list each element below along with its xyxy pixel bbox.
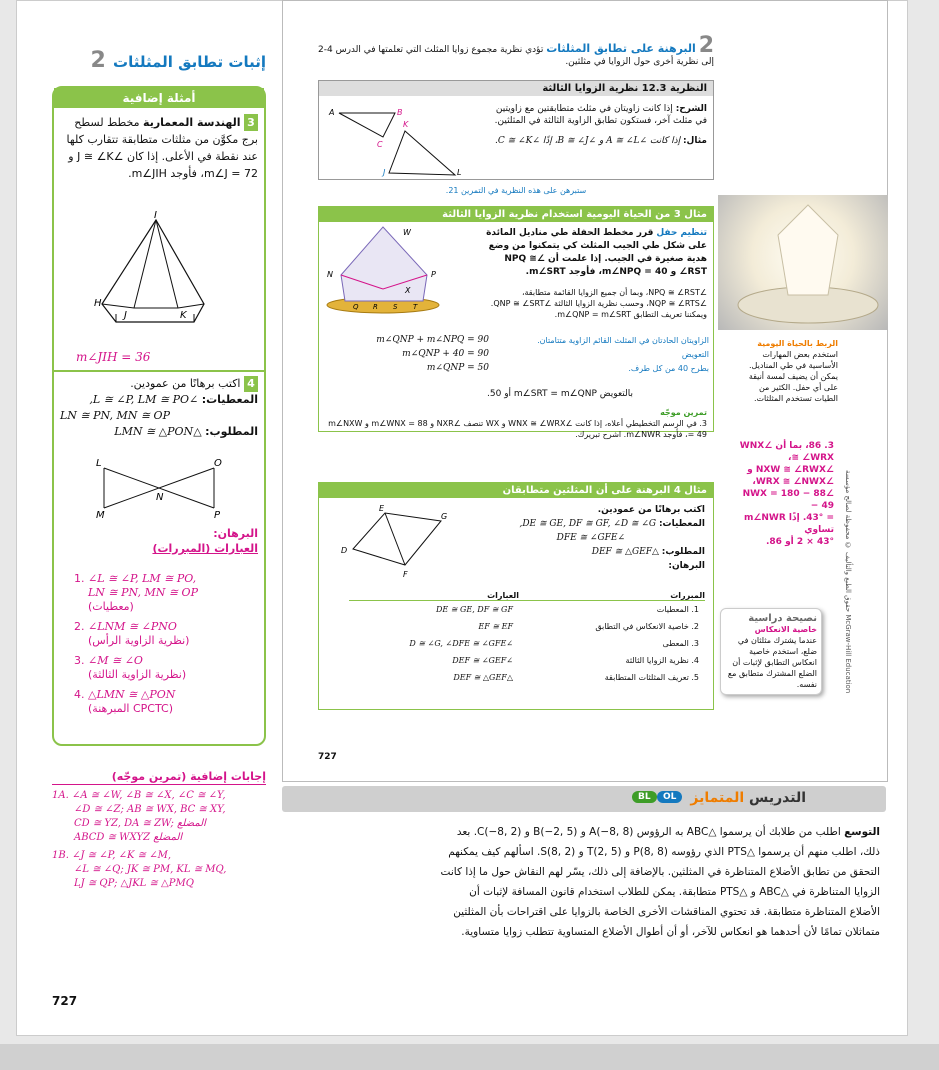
example-3-title: الهندسة المعمارية (143, 116, 241, 129)
proof-reason: 4. نظرية الزوايا الثالثة (625, 656, 699, 665)
example-3-note: ويمكننا تعريف التطابق m∠QNP = m∠SRT. (554, 310, 707, 319)
proof-row (349, 601, 705, 619)
example-3-problem: قرر مخطط الحفلة طي مناديل المائدة على شكل طي الجيب المثلث كي يتمكنوا من وضع هدية صغيرة في الجيب. إذا علمت أن ∠NPQ ≅ ∠RST و m∠NPQ = 40، فأوجد m∠SRT. (486, 228, 707, 277)
example-4-block (60, 376, 258, 440)
rwl-text: استخدم بعض المهارات الأساسية في طي المناديل. يمكن أن يضيف لمسة أنيقة على أي حفل. الكثير من الطيات تستخدم المثلثات. (748, 350, 838, 403)
theorem-example-label: مثال: (682, 136, 707, 146)
napkin-label-n: N (327, 270, 333, 279)
napkin-label-r: R (373, 303, 378, 311)
real-world-link (738, 338, 838, 404)
theorem-explain-label: الشرح: (675, 104, 707, 114)
bottom-strip (0, 1044, 939, 1070)
given-2: ∠DFE ≅ ∠GFE (556, 533, 625, 543)
col-statements: العبارات (349, 591, 519, 601)
main-section-text: تؤدي نظرية مجموع زوايا المثلث التي تعلمتها في الدرس 4-2 إلى نظرية أخرى حول الزوايا في مثلثين. (318, 45, 714, 67)
napkin-photo (718, 195, 888, 330)
example-3-number: 3 (244, 114, 258, 131)
left-section-header (52, 48, 266, 80)
teaching-title-prefix: التدريس (749, 790, 806, 806)
step-reason: (معطيات) (88, 600, 134, 613)
step-equation: m∠QNP = 50 (426, 363, 489, 373)
example-3-answer: m∠JIH = 36 (76, 350, 151, 364)
main-section-number: 2 (698, 33, 714, 58)
teaching-lead: التوسع (844, 826, 880, 838)
example-3-lead: تنظيم حفل (656, 228, 707, 238)
bowtie-label-l: L (96, 458, 102, 469)
proof-step (74, 688, 260, 716)
example-4-number: 4 (244, 376, 258, 392)
answer-line: ∠L ≅ ∠Q; JK ≅ PM, KL ≅ MQ, (74, 864, 227, 875)
example-3-notes (457, 287, 707, 320)
step-row (329, 347, 709, 361)
napkin-label-t: T (413, 303, 418, 311)
proof-label: البرهان: (213, 527, 258, 540)
badge-bl: BL (632, 791, 657, 803)
step-number: 3. (74, 654, 85, 667)
statements-label: العبارات (المبررات) (152, 542, 258, 555)
napkin-label-x: X (405, 286, 411, 295)
teaching-line: التحقق من تطابق الأضلاع المتناظرة في المثلثين. بالإضافة إلى ذلك، يسّر لهم النقاش حول ما إذا كانت (440, 866, 880, 878)
proof-statement: △DEF ≅ △GEF (453, 673, 513, 682)
given-1: DE ≅ GE, DF ≅ GF, ∠D ≅ ∠G, (519, 519, 657, 529)
study-tip-text: عندما يشترك مثلثان في ضلع، استخدم خاصية انعكاس التطابق لإثبات أن الضلع المشترك متطابق مع نفسه. (727, 636, 817, 689)
rwl-title: الربط بالحياة اليومية (757, 339, 838, 348)
proof-row (349, 669, 705, 686)
example-4-given-label: المعطيات: (201, 393, 258, 406)
main-section-header (318, 33, 714, 68)
study-tip-head: خاصية الانعكاس (754, 625, 817, 634)
step-reason: (نظرية الزاوية الثالثة) (88, 668, 187, 681)
inner-page-number: 727 (318, 752, 337, 762)
guided-answers-title: إجابات إضافية (تمرين موجّه) (52, 770, 266, 785)
theorem-label-j: J (383, 168, 386, 177)
step-reason: بطرح 40 من كل طرف. (628, 363, 709, 373)
theorem-label-b: B (397, 108, 403, 117)
bowtie-label-n: N (156, 492, 164, 503)
extra-examples-header: أمثلة إضافية (54, 88, 264, 108)
left-section-title: إثبات تطابق المثلثات (113, 53, 266, 71)
proof-reason: 2. خاصية الانعكاس في التطابق (595, 622, 699, 631)
example-3-box (318, 206, 714, 439)
theorem-figure (325, 103, 485, 177)
teaching-line: ذلك، اطلب منهم أن يرسموا △PTS الذي رؤوسه P(8, 8) و T(2, 5) و S(8, 2). اسألهم كيف يمكنهم (448, 846, 880, 858)
theorem-label-k: K (403, 120, 409, 129)
example-3-text: مخطط لسطح برج مكوَّن من مثلثات متطابقة تتقارب كلها عند نقطة في الأعلى. إذا كان ∠J ≅ ∠K و m∠J = 72، فأوجد m∠JIH. (66, 116, 258, 180)
napkin-label-p: P (431, 270, 436, 279)
badge-ol: OL (657, 791, 682, 803)
bowtie-figure (94, 456, 224, 521)
guided-text: 3. في الرسم التخطيطي أعلاه، إذا كانت ∠WNX ≅ ∠WRX و WX تنصف ∠NXR و m∠WNX = 88 و m∠NXW = 49، فأوجد m∠NWR. اشرح تبريرك. (328, 419, 707, 439)
example-4-proof (60, 526, 258, 560)
teaching-header (282, 786, 886, 812)
example-3-note: ∠NQP ≅ ∠RTS، وحسب نظرية الزوايا الثالثة ∠QNP ≅ ∠SRT. (490, 299, 707, 308)
proof-reason: 1. المعطيات (656, 605, 699, 614)
guided-practice (327, 407, 707, 440)
extra-examples-box (52, 86, 266, 746)
prove-label: المطلوب: (661, 547, 705, 557)
example-4-prompt: اكتب برهانًا من عمودين. (130, 377, 241, 390)
example-4-given-2: LN ≅ PN, MN ≅ OP (60, 409, 170, 422)
step-number: 1. (74, 572, 85, 585)
step-row (329, 333, 709, 347)
kite-label-e: E (379, 504, 385, 513)
example-4-given-block (455, 503, 705, 573)
divider (54, 370, 264, 372)
tower-figure (94, 210, 254, 348)
proof-reason: 3. المعطى (662, 639, 699, 648)
step-reason: (نظرية الزاوية الرأس) (88, 634, 190, 647)
proof-label: البرهان: (668, 561, 705, 571)
proof-step (74, 620, 260, 648)
theorem-label-a: A (329, 108, 335, 117)
example-4-prove: △LMN ≅ △PON (114, 425, 202, 438)
left-section-number: 2 (90, 48, 106, 73)
napkin-label-w: W (403, 228, 411, 237)
example-4-main-prompt: اكتب برهانًا من عمودين. (597, 505, 705, 515)
proof-row (349, 618, 705, 635)
proof-reason: 5. تعريف المثلثات المتطابقة (604, 673, 699, 682)
step-equation: m∠QNP + m∠NPQ = 90 (376, 335, 489, 345)
answer-line: ABCD ≅ WXYZ المضلع (74, 832, 183, 843)
teaching-title-accent: المتمايز (690, 790, 745, 806)
guided-label: تمرين موجّه (660, 408, 707, 417)
bowtie-label-m: M (96, 510, 105, 521)
step-row (329, 361, 709, 375)
step-number: 2. (74, 620, 85, 633)
proof-statement: ∠D ≅ ∠G, ∠DFE ≅ ∠GFE (409, 639, 513, 648)
answer-line: 43° × 2 أو 86. (765, 537, 834, 547)
proof-row (349, 652, 705, 669)
kite-label-d: D (341, 546, 348, 555)
example-3-block (54, 108, 264, 182)
tower-label-h: H (94, 298, 102, 309)
main-section-title: البرهنة على تطابق المثلثات (546, 42, 696, 55)
proof-statement: DE ≅ GE, DF ≅ GF (435, 605, 513, 614)
step-statement: ∠M ≅ ∠O (88, 654, 143, 667)
napkin-label-s: S (393, 303, 398, 311)
teaching-body (290, 822, 880, 942)
teaching-line: متماثلان تمامًا لأن أحدهما هو انعكاس للآخر، أو أن أطوال الأضلاع المتساوية تتطلب زوايا متساوية. (461, 926, 880, 938)
answer-line: 1A. ∠A ≅ ∠W, ∠B ≅ ∠X, ∠C ≅ ∠Y, (52, 790, 226, 801)
col-reasons: المبررات (519, 591, 705, 601)
copyright: حقوق الطبع والتأليف © محفوظة لصالح مؤسسة McGraw-Hill Education (844, 470, 852, 694)
tower-label-k: K (180, 310, 187, 321)
napkin-label-q: Q (353, 303, 359, 311)
step-reason: (المبرهنة CPCTC) (88, 702, 174, 715)
given-label: المعطيات: (658, 519, 705, 529)
answer-line: ∠NWX = 180 − 88 − 49 (742, 489, 834, 511)
bowtie-label-o: O (214, 458, 222, 469)
theorem-box (318, 80, 714, 180)
kite-figure (339, 505, 449, 579)
step-statement-2: LN ≅ PN, MN ≅ OP (88, 586, 198, 599)
guided-answers (52, 770, 266, 891)
example-4-bar: مثال 4 البرهنة على أن المثلثين متطابقان (319, 483, 713, 498)
answer-line: = 43°. إذًا m∠NWR تساوي (743, 513, 834, 535)
theorem-label-l: L (457, 168, 462, 177)
kite-label-f: F (403, 570, 408, 579)
proof-statement: EF ≅ EF (478, 622, 513, 631)
side-answer (738, 440, 834, 548)
study-tip-title: نصيحة دراسية (748, 613, 817, 624)
proof-row (349, 635, 705, 652)
tower-label-i: I (154, 210, 157, 221)
example-3-note: ∠NPQ ≅ ∠RST، وبما أن جميع الزوايا القائمة متطابقة، (521, 288, 707, 297)
step-reason: التعويض (681, 349, 709, 359)
theorem-explain (487, 103, 707, 147)
proof-step (74, 654, 260, 682)
example-3-final: بالتعويض m∠SRT = m∠QNP أو 50. (487, 389, 633, 399)
step-statement: ∠L ≅ ∠P, LM ≅ PO, (88, 572, 197, 585)
example-3-bar: مثال 3 من الحياة اليومية استخدام نظرية الزوايا الثالثة (319, 207, 713, 222)
bowtie-label-p: P (214, 510, 221, 521)
napkin-photo-art (718, 195, 888, 330)
napkin-figure (323, 225, 453, 315)
study-tip (720, 608, 822, 695)
step-statement: △LMN ≅ △PON (88, 688, 176, 701)
example-4-given-1: ∠L ≅ ∠P, LM ≅ PO, (89, 393, 199, 406)
answer-line: 1B. ∠J ≅ ∠P, ∠K ≅ ∠M, (52, 850, 172, 861)
theorem-label-c: C (377, 140, 383, 149)
answer-line: ∠NXW ≅ ∠RWX و ∠WRX ≅ ∠NWX، (747, 465, 834, 487)
theorem-explain-text: إذا كانت زاويتان في مثلث متطابقتين مع زاويتين في مثلث آخر، فستكون تطابق الزاوية الثالثة في المثلثين. (494, 104, 707, 126)
example-4-box (318, 482, 714, 710)
proof-step (74, 572, 260, 614)
prove: △DEF ≅ △GEF (591, 547, 659, 557)
teaching-line: اطلب من طلابك أن يرسموا △ABC به الرؤوس A(−8, 8) و B(−2, 5) و C(−8, 2). بعد (456, 826, 841, 838)
teaching-title (690, 790, 806, 806)
answer-line: CD ≅ YZ, DA ≅ ZW; المضلع (74, 818, 206, 829)
tower-label-j: J (124, 310, 127, 321)
step-reason: الزاويتان الحادتان في المثلث القائم الزاوية متتامتان. (537, 335, 709, 345)
kite-label-g: G (441, 512, 448, 521)
example-4-proof-table (349, 591, 705, 686)
step-equation: m∠QNP + 40 = 90 (402, 349, 489, 359)
example-3-steps (329, 333, 709, 375)
proof-statement: ∠DEF ≅ ∠GEF (452, 656, 513, 665)
proof-note: ستبرهن على هذه النظرية في التمرين 21. (445, 186, 587, 195)
page-number: 727 (52, 994, 78, 1008)
theorem-example-text: إذا كانت ∠A ≅ ∠L و ∠B ≅ ∠J، إذًا ∠C ≅ ∠K. (495, 136, 681, 146)
answer-line: ∠D ≅ ∠Z; AB ≅ WX, BC ≅ XY, (74, 804, 226, 815)
theorem-bar: النظرية 12.3 نظرية الزوايا الثالثة (319, 81, 713, 96)
step-number: 4. (74, 688, 85, 701)
teaching-line: الأضلاع المتناظرة متطابقة. قد تحتوي المناقشات الأخرى الخاصة بالزوايا على اقتراحات بأن المثلثين (453, 906, 880, 918)
example-3-text-block (477, 227, 707, 279)
answer-line: LJ ≅ QP; △JKL ≅ △PMQ (74, 878, 194, 889)
step-statement: ∠LNM ≅ ∠PNO (88, 620, 177, 633)
answer-line: 3. 86، بما أن ∠WNX ≅ ∠WRX، (739, 441, 834, 463)
example-4-prove-label: المطلوب: (205, 425, 258, 438)
teaching-line: الزوايا المتناظرة في △ABC و △PTS متطابقة. يمكن للطلاب استخدام قانون المسافة لإثبات أن (469, 886, 880, 898)
proof-steps (74, 572, 260, 716)
